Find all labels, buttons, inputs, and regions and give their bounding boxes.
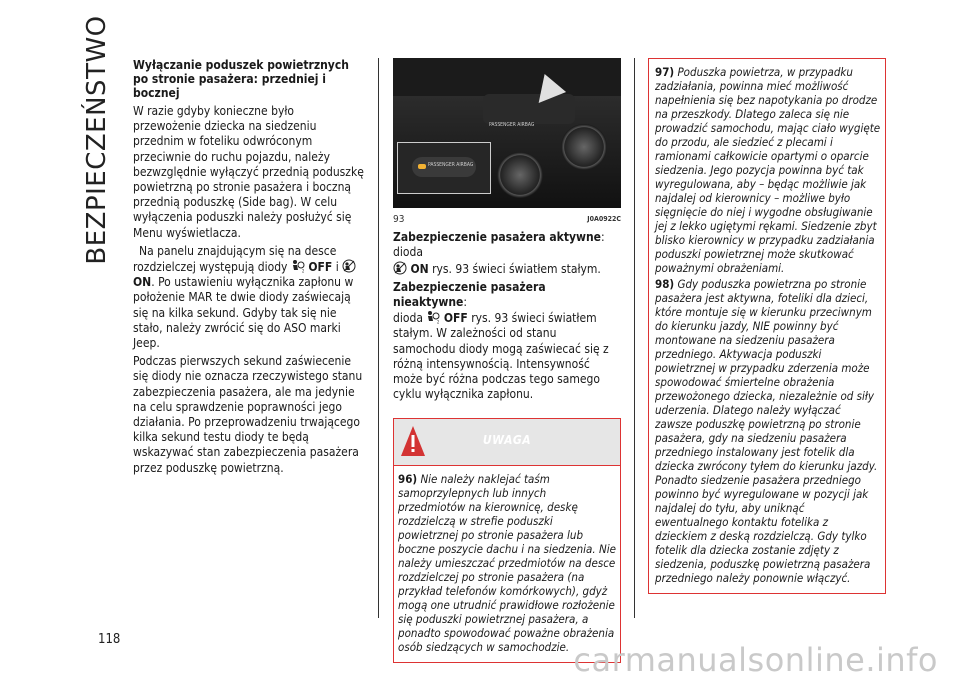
watermark: carmanualsonline.info (573, 641, 938, 679)
off-indicator-label: OFF (308, 260, 333, 275)
warning-body (394, 466, 620, 662)
figure-code: J0A0922C (587, 215, 621, 223)
dashboard-photo (393, 58, 621, 208)
warning-box (393, 418, 621, 663)
note-97: 97) Poduszka powietrza, w przypadku zadziałania, powinna mieć możliwość napełnienia się bez napotykania po drodze na przeszkody. Dlatego zaleca się nie prowadzić samochodu, mając ciało wygięte do przodu, ale siedzieć z plecami i ramionami całkowicie opartymi o oparcie siedzenia. Jego pozycja powinna być tak wyregulowana, aby – będąc możliwie jak najdalej od kierownicy – możliwe było sięgnięcie do niej i wygodne obsługiwanie jej z lekko ugiętymi rękami. Siedzenie zbyt blisko kierownicy w przypadku zadziałania poduszki powietrznej może skutkować poważnymi obrażeniami. (655, 65, 881, 275)
paragraph-2: Na panelu znajdującym się na desce rozdzielczej występują diody 2 OFF i ON. Po ustawieniu wyłącznika zapłonu w położenie MAR te dwie diody zaświecają się na kilka sekund. Gdyby tak się nie stało, należy zwrócić się do ASO marki Jeep. (133, 244, 365, 351)
on-indicator-label: ON (133, 275, 152, 290)
column-divider (378, 58, 379, 618)
note-98: 98) Gdy poduszka powietrzna po stronie pasażera jest aktywna, foteliki dla dzieci, które montuje się w kierunku przeciwnym do kierunku jazdy, NIE powinny być montowane na siedzeniu pasażera przedniego. Aktywacja poduszki powietrznej w przypadku zderzenia może spowodować śmiertelne obrażenia przewożonego dziecka, niezależnie od siły uderzenia. Dlatego należy wyłączać zawsze poduszkę powietrzną po stronie pasażera, gdy na siedzeniu pasażera przedniego instalowany jest fotelik dla dziecka zwrócony tyłem do kierunku jazdy. Ponadto siedzenie pasażera przedniego powinno być wyregulowane w pozycji jak najdalej do tyłu, aby uniknąć ewentualnego kontaktu fotelika z dzieckiem z deską rozdzielczą. Gdy tylko fotelik dla dziecka zostanie zdjęty z siedzenia, poduszkę powietrzną pasażera przedniego należy ponownie włączyć. (655, 277, 878, 585)
figure-number: 93 (393, 214, 405, 225)
section-heading: Wyłączanie poduszek powietrznych po stronie pasażera: przedniej i bocznej (133, 58, 349, 100)
panel-label: PASSENGER AIRBAG (489, 122, 535, 128)
svg-text:2: 2 (301, 268, 305, 274)
inset-detail (397, 142, 491, 194)
climate-knob (561, 124, 607, 170)
column-middle (393, 58, 621, 663)
passenger-airbag-icon (291, 259, 305, 273)
warning-text: Nie należy naklejać taśm samoprzylepnych lub innych przedmiotów na kierownicę, deskę rozdzielczą w strefie poduszki powietrznej po stronie pasażera lub boczne poszycie dachu i na siedzenia. Nie należy umieszczać przedmiotów na desce rozdzielczej po stronie pasażera (na przykład telefonów komórkowych), gdyż mogą one utrudnić prawidłowe rozłożenie się poduszki powietrznej pasażera, a ponadto spowodować poważne obrażenia osób siedzących w samochodzie. (398, 472, 616, 655)
column-right-notes (648, 58, 886, 594)
inactive-paragraph: Zabezpieczenie pasażera nieaktywne: dioda 2 OFF rys. 93 świeci światłem stałym. W zależności od stanu samochodu diody mogą zaświecać się z różną intensywnością. Intensywność może być różna podczas tego samego cyklu wyłącznika zapłonu. (393, 279, 609, 402)
passenger-airbag-icon (342, 259, 356, 273)
paragraph-1: W razie gdyby konieczne było przewożenie dziecka na siedzeniu przednim w foteliku odwróconym przeciwnie do ruchu pojazdu, należy bezwzględnie wyłączyć przednią poduszkę powietrzną po stronie pasażera i boczną przednią poduszkę (Side bag). W celu wyłączenia poduszki należy posłużyć się Menu wyświetlacza. (133, 104, 364, 240)
inset-label: PASSENGER AIRBAG (428, 162, 474, 168)
passenger-airbag-icon (393, 261, 407, 275)
active-paragraph: Zabezpieczenie pasażera aktywne: dioda ON rys. 93 świeci światłem stałym. (393, 230, 605, 276)
climate-knob (497, 152, 543, 198)
column-left (133, 58, 365, 479)
indicator-lamp (418, 164, 426, 169)
column-divider (634, 58, 635, 618)
warning-header (394, 419, 620, 466)
page-number: 118 (98, 632, 121, 647)
svg-text:2: 2 (437, 319, 440, 325)
note-number: 96) (398, 472, 418, 487)
figure-caption (393, 212, 621, 227)
section-title: BEZPIECZEŃSTWO (82, 15, 112, 265)
passenger-airbag-icon (426, 310, 440, 324)
warning-title: UWAGA (482, 433, 532, 448)
section-title-vertical (62, 15, 132, 265)
paragraph-3: Podczas pierwszych sekund zaświecenie się diody nie oznacza rzeczywistego stanu zabezpieczenia pasażera, ale ma jedynie na celu sprawdzenie poprawności jego działania. Po przeprowadzeniu trwającego kilka sekund testu diody te będą wskazywać stan zabezpieczenia pasażera przez poduszkę powietrzną. (133, 354, 363, 475)
